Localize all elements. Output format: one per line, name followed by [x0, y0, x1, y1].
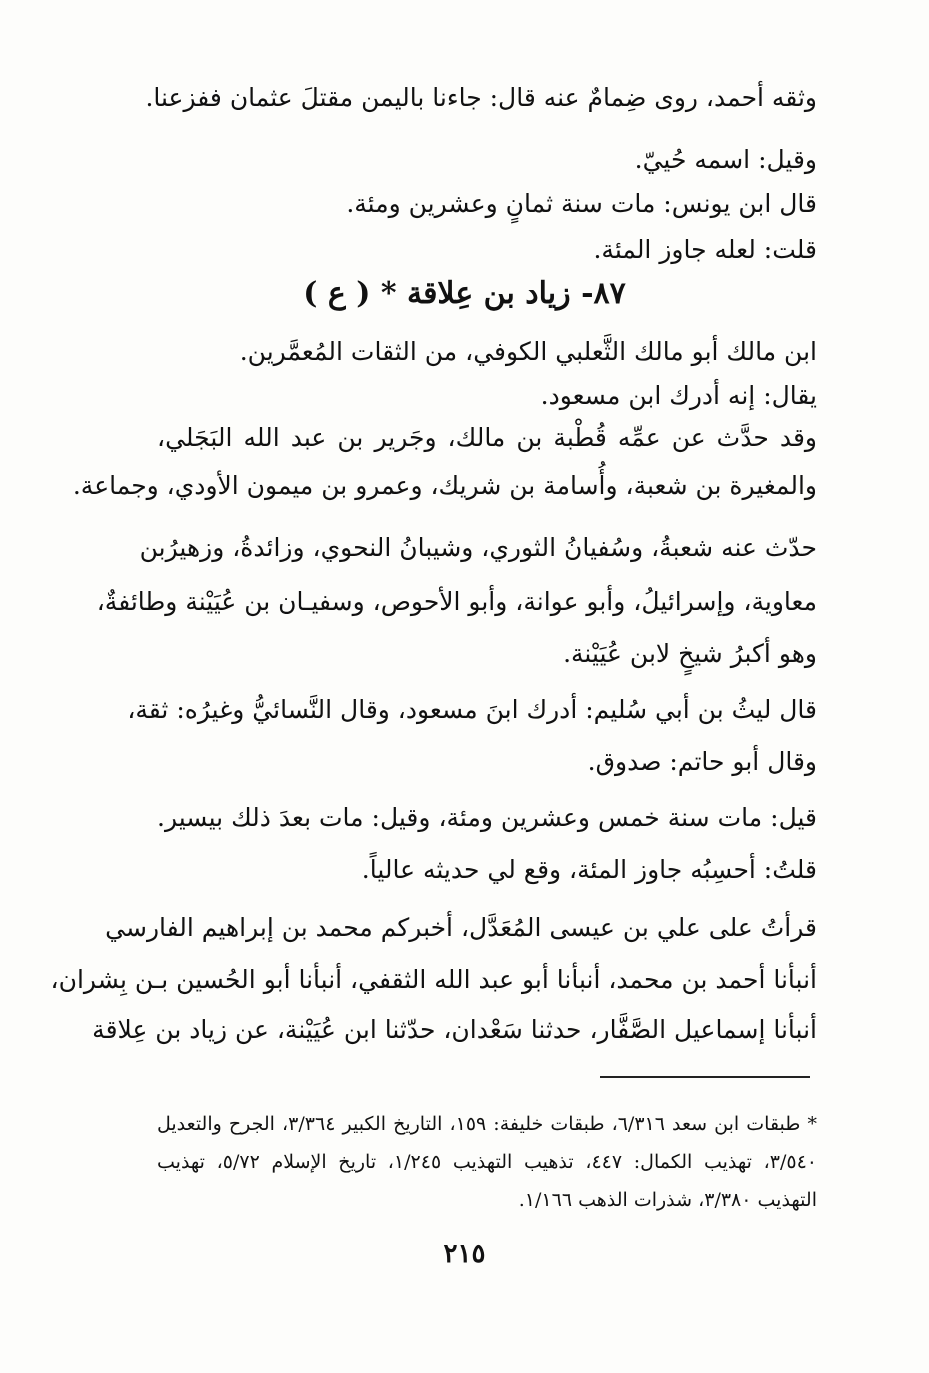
text-line: قلت: لعله جاوز المئة. [593, 235, 817, 264]
text-line: قرأتُ على علي بن عيسى المُعَدَّل، أخبركم محمد بن إبراهيم الفارسي [105, 913, 817, 942]
text-line: وقيل: اسمه حُييّ. [634, 145, 817, 174]
text-line: ابن مالك أبو مالك الثَّعلبي الكوفي، من الثقات المُعمَّرين. [239, 337, 817, 366]
text-line: قال ليثُ بن أبي سُليم: أدرك ابنَ مسعود، وقال النَّسائيُّ وغيرُه: ثقة، [127, 695, 817, 724]
entry-heading: ٨٧- زياد بن عِلاقة * ( ع ) [303, 276, 626, 311]
text-line: معاوية، وإسرائيلُ، وأبو عوانة، وأبو الأحوص، وسفيـان بن عُيَيْنة وطائفةٌ، [96, 587, 817, 616]
text-line: قلتُ: أحسِبُه جاوز المئة، وقع لي حديثه عالياً. [361, 855, 817, 884]
text-line: أنبأنا إسماعيل الصَّفَّار، حدثنا سَعْدان، حدّثنا ابن عُيَيْنة، عن زياد بن عِلاقة [92, 1015, 817, 1044]
text-line: وهو أكبرُ شيخٍ لابن عُيَيْنة. [563, 639, 817, 668]
footnote-line: التهذيب ٣/٣٨٠، شذرات الذهب ١/١٦٦. [518, 1189, 817, 1211]
text-line: وقد حدَّث عن عمِّه قُطْبة بن مالك، وجَرير بن عبد الله البَجَلي، [157, 423, 817, 452]
text-line: أنبأنا أحمد بن محمد، أنبأنا أبو عبد الله الثقفي، أنبأنا أبو الحُسين بـن بِشران، [50, 965, 817, 994]
text-line: قيل: مات سنة خمس وعشرين ومئة، وقيل: مات بعدَ ذلك بيسير. [157, 803, 817, 832]
footnote-line: ٣/٥٤٠، تهذيب الكمال: ٤٤٧، تذهيب التهذيب ١/٢٤٥، تاريخ الإسلام ٥/٧٢، تهذيب [157, 1151, 817, 1173]
footnote-divider [600, 1076, 810, 1078]
page-number: ٢١٥ [443, 1239, 486, 1269]
text-line: يقال: إنه أدرك ابن مسعود. [540, 381, 817, 410]
text-line: وقال أبو حاتم: صدوق. [587, 747, 817, 776]
footnote-line: * طبقات ابن سعد ٦/٣١٦، طبقات خليفة: ١٥٩، التاريخ الكبير ٣/٣٦٤، الجرح والتعديل [157, 1113, 817, 1135]
text-line: والمغيرة بن شعبة، وأُسامة بن شريك، وعمرو بن ميمون الأودي، وجماعة. [72, 471, 817, 500]
text-line: وثقه أحمد، روى ضِمامٌ عنه قال: جاءنا باليمن مقتلَ عثمان ففزعنا. [145, 83, 817, 112]
text-line: قال ابن يونس: مات سنة ثمانٍ وعشرين ومئة. [346, 189, 817, 218]
text-line: حدّث عنه شعبةُ، وسُفيانُ الثوري، وشيبانُ النحوي، وزائدةُ، وزهيرُبن [139, 533, 817, 562]
